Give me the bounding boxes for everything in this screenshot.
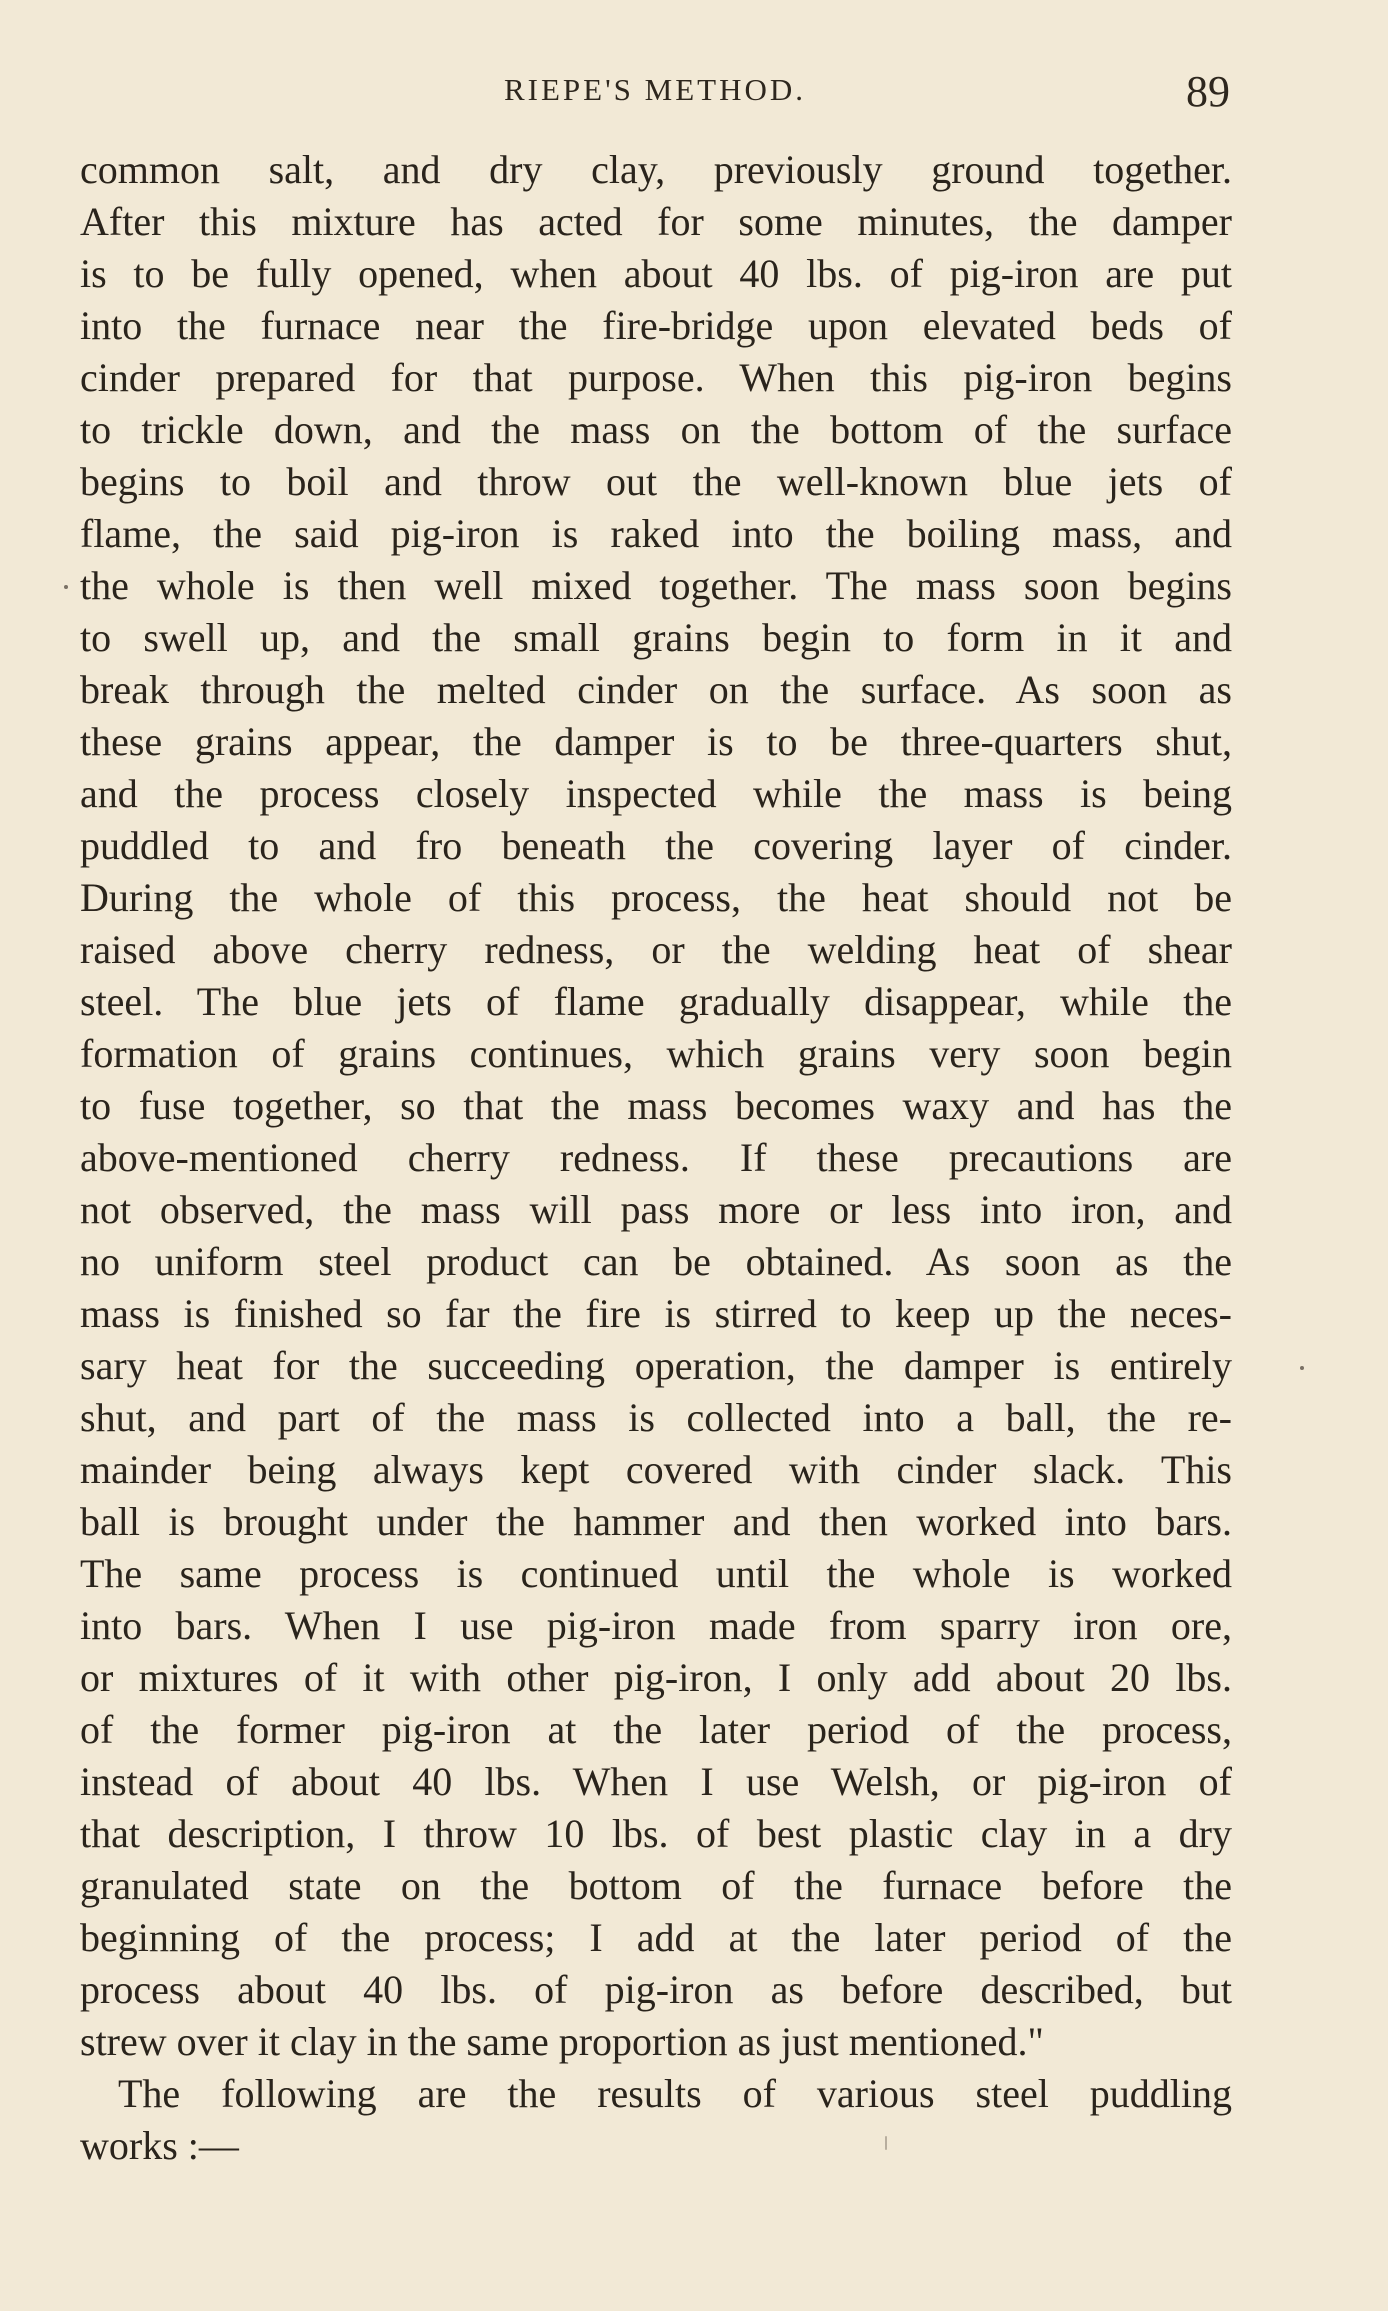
text-line: into bars. When I use pig-iron made from sparry iron ore, [80, 1603, 1232, 1648]
paper-speck [885, 2136, 887, 2150]
text-line: puddled to and fro beneath the covering layer of cinder. [80, 823, 1232, 868]
chapter-heading: RIEPE'S METHOD. [503, 72, 807, 107]
text-line: to swell up, and the small grains begin to form in it and [80, 615, 1232, 660]
text-line: is to be fully opened, when about 40 lbs. of pig-iron are put [80, 251, 1232, 296]
text-line: break through the melted cinder on the surface. As soon as [80, 667, 1232, 712]
text-line: these grains appear, the damper is to be three-quarters shut, [80, 719, 1232, 764]
text-line: The same process is continued until the whole is worked [80, 1551, 1232, 1596]
text-line: flame, the said pig-iron is raked into the boiling mass, and [80, 511, 1232, 556]
text-line: or mixtures of it with other pig-iron, I only add about 20 lbs. [80, 1655, 1232, 1700]
text-line: formation of grains continues, which grains very soon begin [80, 1031, 1232, 1076]
text-line: not observed, the mass will pass more or less into iron, and [80, 1187, 1232, 1232]
text-line: steel. The blue jets of flame gradually disappear, while the [80, 979, 1232, 1024]
text-line: begins to boil and throw out the well-known blue jets of [80, 459, 1232, 504]
text-line: beginning of the process; I add at the later period of the [80, 1915, 1232, 1960]
text-line: to fuse together, so that the mass becomes waxy and has the [80, 1083, 1232, 1128]
text-line: After this mixture has acted for some minutes, the damper [80, 199, 1232, 244]
text-line: raised above cherry redness, or the welding heat of shear [80, 927, 1232, 972]
text-line: common salt, and dry clay, previously ground together. [80, 147, 1232, 192]
text-line: shut, and part of the mass is collected into a ball, the re- [80, 1395, 1232, 1440]
text-line: works :— [80, 2123, 239, 2168]
text-line: into the furnace near the fire-bridge upon elevated beds of [80, 303, 1232, 348]
text-line: sary heat for the succeeding operation, the damper is entirely [80, 1343, 1232, 1388]
text-line: mass is finished so far the fire is stirred to keep up the neces- [80, 1291, 1232, 1336]
text-line: of the former pig-iron at the later period of the process, [80, 1707, 1232, 1752]
text-line: that description, I throw 10 lbs. of best plastic clay in a dry [80, 1811, 1232, 1856]
text-line: above-mentioned cherry redness. If these precautions are [80, 1135, 1232, 1180]
text-line: to trickle down, and the mass on the bottom of the surface [80, 407, 1232, 452]
text-line: mainder being always kept covered with cinder slack. This [80, 1447, 1232, 1492]
paper-speck [1300, 1366, 1304, 1370]
text-line: process about 40 lbs. of pig-iron as before described, but [80, 1967, 1232, 2012]
text-line: ball is brought under the hammer and then worked into bars. [80, 1499, 1232, 1544]
paper-speck [64, 585, 68, 589]
text-line: and the process closely inspected while the mass is being [80, 771, 1232, 816]
text-line: The following are the results of various steel puddling [118, 2071, 1232, 2116]
text-line: strew over it clay in the same proportion as just mentioned." [80, 2019, 1044, 2064]
text-line: instead of about 40 lbs. When I use Welsh, or pig-iron of [80, 1759, 1232, 1804]
page-number: 89 [1186, 67, 1230, 116]
text-line: granulated state on the bottom of the furnace before the [80, 1863, 1232, 1908]
text-line: cinder prepared for that purpose. When this pig-iron begins [80, 355, 1232, 400]
body-text [80, 144, 1232, 2172]
running-head [80, 66, 1230, 122]
text-line: During the whole of this process, the heat should not be [80, 875, 1232, 920]
text-line: no uniform steel product can be obtained. As soon as the [80, 1239, 1232, 1284]
text-line: the whole is then well mixed together. The mass soon begins [80, 563, 1232, 608]
